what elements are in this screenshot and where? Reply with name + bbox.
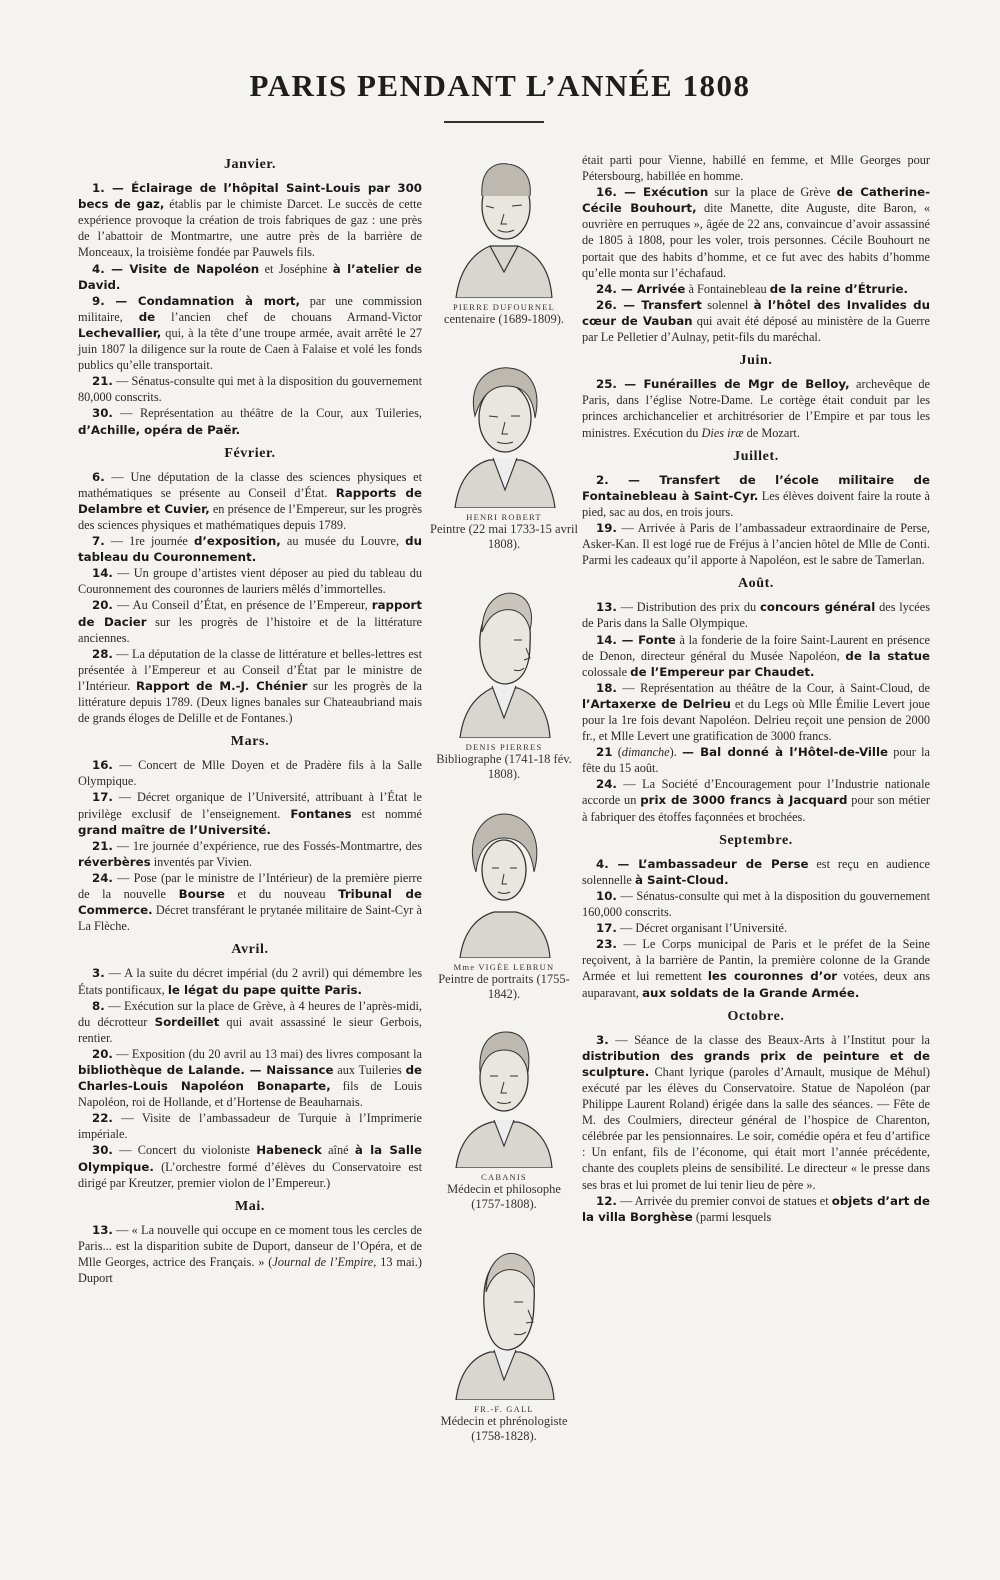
entry-highlight: 17. bbox=[92, 790, 113, 805]
entry-highlight: à l’atelier de David. bbox=[78, 261, 423, 292]
calendar-entry bbox=[582, 297, 930, 345]
calendar-entry bbox=[78, 870, 422, 934]
calendar-entry bbox=[582, 936, 930, 1000]
calendar-entry bbox=[78, 1222, 422, 1286]
entry-text: qui avait été déposé au ministère de la Guerre par Le Pelletier d’Aulnay, petit-fils du maréchal. bbox=[582, 313, 930, 345]
entry-highlight: 24. bbox=[596, 777, 617, 792]
entry-highlight: 10. bbox=[596, 888, 617, 903]
calendar-entry bbox=[582, 744, 930, 776]
entry-text: — Décret organique de l’Université, attribuant à l’État le privilège exclusif de l’enseignement. bbox=[78, 790, 422, 821]
entry-text: à Fontainebleau bbox=[685, 281, 770, 296]
entry-highlight: 8. bbox=[92, 998, 105, 1013]
left-column bbox=[78, 149, 422, 1286]
calendar-entry bbox=[582, 152, 930, 184]
entry-highlight: 9. — Condamnation à mort, bbox=[92, 293, 301, 308]
entry-text: et du nouveau bbox=[224, 887, 339, 902]
entry-text: — Un groupe d’artistes vient déposer au pied du tableau du Couronnement des couronnes de lauriers mêlés d’immortelles. bbox=[78, 566, 422, 597]
entry-text: votées, deux ans auparavant, bbox=[582, 969, 931, 1000]
entry-text: archevêque de Paris, dans l’église Notre-Dame. Le cortège était conduit par les princes archichancelier et architrésorier de l’Empire et par tous les ministres. Exécution du bbox=[582, 377, 931, 440]
entry-highlight: 28. bbox=[92, 646, 113, 661]
portrait-name: FR.-F. GALL bbox=[474, 1404, 534, 1414]
entry-text: — Exposition (du 20 avril au 13 mai) des livres composant la bbox=[112, 1046, 422, 1061]
calendar-entry bbox=[78, 180, 422, 260]
entry-highlight: 20. bbox=[92, 1046, 113, 1061]
month-heading: Octobre. bbox=[727, 1008, 785, 1024]
entry-highlight: 26. — Transfert bbox=[596, 297, 702, 312]
entry-text: et du Legs où Mlle Émilie Levert joue pour la 1re fois devant Napoléon. Delrieu reçoit une pension de 2000 fr., et Mlle Levert une gratification de 3000 francs. bbox=[582, 696, 931, 744]
entry-text: qui avait assassiné le sieur Gerbois, rentier. bbox=[78, 1014, 422, 1045]
calendar-entry bbox=[78, 998, 422, 1046]
calendar-entry bbox=[78, 1142, 422, 1190]
portrait-caption: Médecin et phrénologiste (1758-1828). bbox=[440, 1414, 568, 1443]
entry-highlight: le légat du pape quitte Paris. bbox=[167, 982, 363, 997]
calendar-entry bbox=[582, 856, 930, 888]
entry-highlight: à Saint-Cloud. bbox=[634, 872, 729, 887]
entry-highlight: de bbox=[138, 309, 156, 324]
entry-highlight: Tribunal de Commerce. bbox=[78, 887, 422, 918]
entry-text: aux Tuileries bbox=[333, 1062, 406, 1077]
entry-highlight: 24. bbox=[92, 870, 113, 885]
entry-text: est nommé bbox=[351, 806, 422, 821]
portrait-engraving bbox=[452, 578, 556, 738]
entry-text: ( bbox=[612, 745, 622, 760]
calendar-entry bbox=[78, 789, 422, 837]
entry-highlight: de Charles-Louis Napoléon Bonaparte, bbox=[78, 1062, 423, 1094]
entry-highlight: bibliothèque de Lalande. — Naissance bbox=[78, 1062, 334, 1077]
entry-italic: Dies iræ bbox=[701, 425, 744, 440]
entry-text: fils de Louis Napoléon, roi de Hollande, et d’Hortense de Beauharnais. bbox=[78, 1079, 422, 1110]
calendar-entry bbox=[582, 920, 930, 936]
calendar-entry bbox=[78, 533, 422, 565]
portrait-engraving bbox=[449, 358, 559, 508]
entry-highlight: d’Achille, opéra de Paër. bbox=[78, 422, 241, 437]
calendar-entry bbox=[78, 405, 422, 437]
entry-highlight: 3. bbox=[596, 1032, 609, 1047]
entry-text: — Arrivée du premier convoi de statues et bbox=[616, 1193, 832, 1208]
calendar-entry bbox=[582, 1032, 930, 1193]
entry-text: — Pose (par le ministre de l’Intérieur) de la première pierre de la nouvelle bbox=[78, 870, 422, 902]
entry-text: établis par le chimiste Darcet. Le succès de cette expérience provoque la création de trois fabriques de gaz : une près de l’abattoir de Montmartre, une autre près de la barrière de Monceaux, la troisième fondée par Pauwels fils. bbox=[78, 197, 422, 260]
entry-italic: Journal de l’Empire, bbox=[272, 1255, 377, 1269]
calendar-entry bbox=[582, 184, 930, 281]
portrait-name: CABANIS bbox=[481, 1172, 527, 1182]
calendar-entry bbox=[78, 757, 422, 789]
portrait-caption: centenaire (1689-1809). bbox=[443, 312, 565, 326]
entry-highlight: Rapport de M.-J. Chénier bbox=[135, 678, 308, 693]
calendar-entry bbox=[78, 373, 422, 405]
entry-highlight: Sordeillet bbox=[154, 1014, 220, 1029]
entry-highlight: les couronnes d’or bbox=[707, 969, 838, 984]
calendar-entry bbox=[78, 1046, 422, 1110]
entry-highlight: 6. bbox=[92, 469, 105, 484]
entry-highlight: 25. — Funérailles de Mgr de Belloy, bbox=[596, 377, 850, 392]
entry-highlight: 1. — Éclairage de l’hôpital Saint-Louis par 300 becs de gaz, bbox=[78, 181, 422, 212]
entry-text: colossale bbox=[582, 664, 631, 679]
entry-text: des lycées de Paris dans la Salle Olympique. bbox=[582, 600, 930, 631]
portrait-gall bbox=[430, 1240, 578, 1444]
calendar-entry bbox=[582, 888, 930, 920]
entry-highlight: 21 bbox=[596, 745, 613, 760]
entry-text: solennel bbox=[701, 297, 754, 312]
portrait-engraving bbox=[450, 1240, 558, 1400]
entry-highlight: 16. — Exécution bbox=[596, 185, 709, 200]
entry-highlight: de l’Empereur par Chaudet. bbox=[630, 664, 815, 679]
entry-highlight: Habeneck bbox=[256, 1143, 322, 1158]
entry-text: inventés par Vivien. bbox=[150, 854, 253, 869]
entry-text: à la fonderie de la foire Saint-Laurent en présence de Denon, directeur général du Musée Napoléon, bbox=[582, 632, 930, 663]
entry-highlight: 16. bbox=[92, 758, 113, 773]
portrait-name: HENRI ROBERT bbox=[466, 512, 542, 522]
entry-highlight: d’exposition, bbox=[193, 534, 281, 549]
month-heading: Janvier. bbox=[223, 157, 277, 172]
portrait-caption: Peintre de portraits (1755-1842). bbox=[438, 972, 570, 1001]
entry-highlight: 17. bbox=[596, 921, 617, 936]
entry-text: — Décret organisant l’Université. bbox=[616, 921, 788, 936]
entry-highlight: 13. bbox=[92, 1222, 113, 1237]
entry-highlight: 3. bbox=[92, 966, 105, 981]
entry-highlight: 21. bbox=[92, 374, 113, 389]
entry-highlight: Fontanes bbox=[290, 806, 352, 821]
entry-text: (parmi lesquels bbox=[692, 1209, 772, 1224]
entry-text: — Le Corps municipal de Paris et le préfet de la Seine reçoivent, à la barrière de Pantin, la première colonne de la Grande Armée et lui remettent bbox=[582, 937, 930, 984]
portrait-engraving bbox=[452, 148, 556, 298]
calendar-entry bbox=[78, 646, 422, 726]
entry-highlight: 24. — Arrivée bbox=[596, 281, 686, 296]
entry-text: au musée du Louvre, bbox=[280, 534, 406, 549]
entry-text: qui, à la tête d’une troupe armée, avait arrêté le 27 juin 1807 la diligence sur la route de Caen à Falaise et volé les fonds publics qu’elle transportait. bbox=[78, 325, 422, 373]
portrait-name: Mme VIGÉE LEBRUN bbox=[453, 962, 555, 972]
entry-highlight: rapport de Dacier bbox=[78, 598, 422, 629]
month-heading: Juin. bbox=[739, 353, 773, 369]
entry-italic: dimanche bbox=[621, 745, 670, 760]
entry-text: par une commission militaire, bbox=[78, 293, 422, 324]
entry-highlight: objets d’art de la villa Borghèse bbox=[582, 1193, 930, 1224]
month-heading: Juillet. bbox=[733, 448, 779, 464]
entry-highlight: 7. bbox=[92, 534, 105, 549]
calendar-entry bbox=[78, 565, 422, 597]
entry-highlight: aux soldats de la Grande Armée. bbox=[642, 985, 860, 1000]
entry-highlight: 4. — Visite de Napoléon bbox=[92, 261, 260, 276]
entry-text: — Distribution des prix du bbox=[616, 600, 760, 615]
entry-highlight: à l’hôtel des Invalides du cœur de Vauban bbox=[582, 297, 930, 328]
entry-text: — 1re journée bbox=[104, 534, 194, 549]
entry-text: de Mozart. bbox=[743, 425, 800, 440]
entry-text: — Au Conseil d’État, en présence de l’Empereur, bbox=[112, 598, 372, 613]
portrait-name: PIERRE DUFOURNEL bbox=[452, 302, 556, 312]
entry-highlight: prix de 3000 francs à Jacquard bbox=[640, 793, 848, 808]
calendar-entry bbox=[582, 376, 930, 440]
entry-highlight: 30. bbox=[92, 1143, 113, 1158]
entry-highlight: 30. bbox=[92, 406, 113, 421]
entry-text: — La députation de la classe de littérature et belles-lettres est présentée à l’Empereur et au Conseil d’État par le ministre de l’Intérieur. bbox=[78, 646, 422, 693]
portrait-engraving bbox=[452, 1018, 556, 1168]
calendar-entry bbox=[78, 261, 422, 293]
entry-highlight: de Catherine-Cécile Bouhourt, bbox=[582, 185, 931, 216]
entry-text: — Concert de Mlle Doyen et de Pradère fils à la Salle Olympique. bbox=[78, 758, 422, 789]
entry-text: — Séance de la classe des Beaux-Arts à l’Institut pour la bbox=[608, 1032, 930, 1047]
entry-highlight: distribution des grands prix de peinture et de sculpture. bbox=[582, 1048, 930, 1079]
entry-text: — Représentation au théâtre de la Cour, à Saint-Cloud, de bbox=[616, 680, 930, 695]
calendar-entry bbox=[78, 965, 422, 997]
calendar-entry bbox=[582, 520, 930, 568]
month-heading: Mai. bbox=[234, 1198, 265, 1214]
entry-highlight: concours général bbox=[759, 600, 876, 615]
entry-text: — Arrivée à Paris de l’ambassadeur extraordinaire de Perse, Asker-Kan. Il est logé rue de Fréjus à l’ancien hôtel de Mlle de Conti. Parmi les cadeaux qu’il apporte à Napoléon, est le sabre de Tamerlan. bbox=[582, 520, 930, 568]
entry-text: dite Manette, dite Auguste, dite Baron, « ouvrière en perruques », âgée de 22 ans, convaincue d’avoir assassiné de 1805 à 1808, pour les voler, trois personnes. Cécile Bouhourt ne portait que des habits d’homme, et ce fut avec des habits d’homme qu’elle monta sur l’échafaud. bbox=[582, 201, 931, 280]
entry-text: aîné bbox=[321, 1143, 355, 1158]
portrait-caption: Bibliographe (1741-18 fév. 1808). bbox=[436, 752, 572, 781]
entry-highlight: 14. bbox=[92, 566, 113, 581]
entry-text: — La Société d’Encouragement pour l’Industrie nationale accorde un bbox=[582, 777, 930, 808]
entry-text: 13 mai.) Duport bbox=[78, 1255, 422, 1286]
calendar-entry bbox=[582, 281, 930, 297]
month-heading: Avril. bbox=[231, 942, 269, 958]
calendar-entry bbox=[582, 1193, 930, 1225]
entry-highlight: 18. bbox=[596, 680, 617, 695]
portrait-name: DENIS PIERRES bbox=[465, 742, 543, 752]
entry-text: était parti pour Vienne, habillé en femme, et Mlle Georges pour Pétersbourg, habillée en homme. bbox=[582, 153, 930, 184]
entry-highlight: 4. — L’ambassadeur de Perse bbox=[596, 856, 809, 871]
entry-text: — Représentation au théâtre de la Cour, aux Tuileries, bbox=[112, 406, 422, 421]
entry-text: — Sénatus-consulte qui met à la disposition du gouvernement 160,000 conscrits. bbox=[582, 888, 930, 920]
portrait-pierres bbox=[430, 578, 578, 782]
calendar-entry bbox=[78, 597, 422, 645]
month-heading: Mars. bbox=[230, 734, 270, 750]
calendar-entry bbox=[78, 838, 422, 870]
portrait-dufournel bbox=[430, 148, 578, 327]
entry-highlight: 22. bbox=[92, 1111, 113, 1126]
entry-highlight: de la reine d’Étrurie. bbox=[769, 281, 908, 296]
entry-text: est reçu en audience solennelle bbox=[582, 856, 930, 887]
calendar-entry bbox=[582, 599, 930, 631]
entry-highlight: l’Artaxerxe de Delrieu bbox=[582, 696, 731, 711]
portrait-caption: Médecin et philosophe (1757-1808). bbox=[447, 1182, 561, 1211]
calendar-entry bbox=[582, 776, 930, 824]
entry-text: en présence de l’Empereur, sur les progrès des sciences physiques et mathématiques depuis 1789. bbox=[78, 501, 422, 532]
entry-highlight: réverbères bbox=[78, 854, 151, 869]
entry-text: — Sénatus-consulte qui met à la disposition du gouvernement 80,000 conscrits. bbox=[78, 374, 422, 405]
entry-text: — 1re journée d’expérience, rue des Fossés-Montmartre, des bbox=[112, 838, 422, 853]
entry-highlight: grand maître de l’Université. bbox=[78, 822, 271, 837]
entry-highlight: à la Salle Olympique. bbox=[78, 1143, 422, 1174]
page-title: PARIS PENDANT L’ANNÉE 1808 bbox=[249, 68, 751, 103]
calendar-entry bbox=[78, 469, 422, 533]
entry-text: Les élèves doivent faire la route à pied, sac au dos, en trois jours. bbox=[582, 488, 930, 519]
calendar-entry bbox=[582, 680, 930, 744]
portrait-engraving bbox=[454, 808, 554, 958]
entry-highlight: Lechevallier, bbox=[78, 325, 162, 340]
entry-text: — « La nouvelle qui occupe en ce moment tous les cercles de Paris... est la disparition subite de Duport, danseur de l’Opéra, et de Mlle Georges, actrice des Français. » ( bbox=[78, 1222, 422, 1269]
entry-text: pour son métier à fabriquer des étoffes façonnées et brochées. bbox=[582, 793, 930, 824]
entry-text: Décret transférant le prytanée militaire de Saint-Cyr à La Flèche. bbox=[78, 903, 422, 934]
entry-highlight: 19. bbox=[596, 520, 617, 535]
entry-text: pour la fête du 15 août. bbox=[582, 745, 930, 776]
portrait-caption: Peintre (22 mai 1733-15 avril 1808). bbox=[430, 522, 578, 551]
entry-text: sur les progrès de l’histoire et de la littérature anciennes. bbox=[78, 614, 422, 645]
entry-text: — Visite de l’ambassadeur de Turquie à l’Imprimerie impériale. bbox=[78, 1111, 422, 1142]
entry-highlight: Bourse bbox=[178, 887, 225, 902]
calendar-entry bbox=[582, 472, 930, 520]
entry-highlight: 12. bbox=[596, 1193, 617, 1208]
month-heading: Août. bbox=[737, 576, 775, 592]
entry-highlight: de la statue bbox=[845, 648, 930, 663]
calendar-entry bbox=[78, 293, 422, 373]
entry-highlight: 14. — Fonte bbox=[596, 632, 676, 647]
entry-text: — Concert du violoniste bbox=[112, 1143, 257, 1158]
portrait-cabanis bbox=[430, 1018, 578, 1212]
entry-text: ). bbox=[669, 745, 683, 760]
month-heading: Février. bbox=[224, 445, 276, 461]
entry-text: Chant lyrique (paroles d’Arnault, musique de Méhul) exécuté par les élèves du Conservatoire. Statue de Napoléon (par Philippe Laurent Roland) érigée dans la salle des séances. — Fête de M. des Coulmiers, directeur général de l’hospice de Charenton, célébrée par les pensionnaires. Le soir, comédie opéra et feu d’artifice : Un enfant, fils de l’économe, qui était mort l’année précédente, chante des couplets pleins de sensibilité. Le directeur « le presse dans ses bras et lui promet de lui tenir lieu de père ». bbox=[582, 1064, 930, 1192]
entry-highlight: 13. bbox=[596, 600, 617, 615]
entry-highlight: 23. bbox=[596, 937, 617, 952]
entry-highlight: du tableau du Couronnement. bbox=[78, 534, 422, 565]
entry-highlight: 20. bbox=[92, 598, 113, 613]
portrait-robert bbox=[430, 358, 578, 552]
calendar-entry bbox=[582, 632, 930, 680]
entry-text: et Joséphine bbox=[259, 261, 333, 276]
entry-highlight: 2. — Transfert de l’école militaire de Fontainebleau à Saint-Cyr. bbox=[582, 472, 930, 503]
entry-text: sur la place de Grève bbox=[708, 185, 837, 200]
entry-text: — Une députation de la classe des sciences physiques et mathématiques se présente au Conseil d’État. bbox=[78, 469, 422, 500]
entry-highlight: Rapports de Delambre et Cuvier, bbox=[78, 485, 422, 516]
entry-text: (L’orchestre formé d’élèves du Conservatoire est dirigé par Kreutzer, premier violon de l’Empereur.) bbox=[78, 1159, 422, 1190]
entry-text: — Exécution sur la place de Grève, à 4 heures de l’après-midi, du décrotteur bbox=[78, 998, 422, 1029]
right-column bbox=[582, 152, 930, 1225]
entry-text: — A la suite du décret impérial (du 2 avril) qui démembre les États pontificaux, bbox=[78, 966, 422, 997]
portrait-vigee-lebrun bbox=[430, 808, 578, 1002]
entry-text: sur les progrès de la littérature depuis 1789. (Deux lignes banales sur Chateaubriand mais de grands éloges de Delille et de Fontanes.) bbox=[78, 678, 423, 726]
entry-highlight: — Bal donné à l’Hôtel-de-Ville bbox=[682, 745, 889, 760]
title-rule bbox=[444, 121, 544, 123]
calendar-entry bbox=[78, 1110, 422, 1142]
entry-text: l’ancien chef de chouans Armand-Victor bbox=[155, 309, 423, 324]
month-heading: Septembre. bbox=[719, 832, 793, 848]
entry-highlight: 21. bbox=[92, 838, 113, 853]
